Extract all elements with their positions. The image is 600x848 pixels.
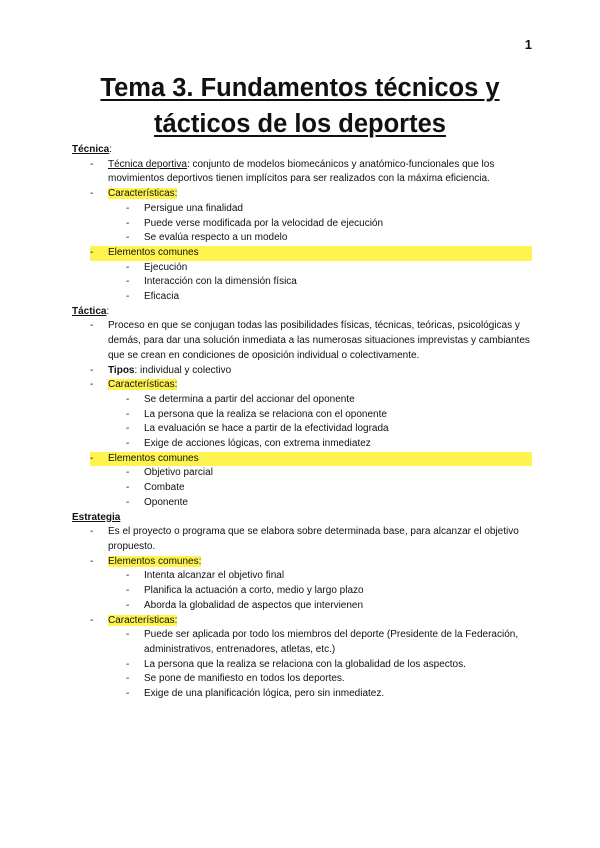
highlighted-label: Características: [108,188,178,200]
list-item: - Persigue una finalidad [126,202,243,214]
page-title [40,70,560,142]
list-item: - Tipos: individual y colectivo [90,364,232,376]
tipos-label: Tipos [108,364,135,376]
list-item: - Eficacia [126,291,180,303]
list-item: - Exige de una planificación lógica, pero sin inmediatez. [126,688,385,700]
section-heading-estrategia [72,511,532,526]
list-item [72,187,532,202]
highlighted-label: Características: [108,614,178,626]
heading-tactica: Táctica [72,305,107,317]
title-line-1: Tema 3. Fundamentos técnicos y [100,74,500,102]
page-number: 1 [524,37,532,52]
list-item: - La evaluación se hace a partir de la efectividad lograda [126,423,389,435]
list-item: - Aborda la globalidad de aspectos que intervienen [126,599,364,611]
list-item: - Elementos comunes: [90,555,202,567]
highlighted-label-block: - Elementos comunes [90,246,532,261]
list-item: - Ejecución [126,261,188,273]
list-item: - Se pone de manifiesto en todos los deportes. [126,673,345,685]
definition-text: : conjunto de modelos biomecánicos y anatómico-funcionales que los movimientos deportivos tienen implícitos para ser realizados con la máxima eficiencia. [108,158,495,185]
list-item: - Se determina a partir del accionar del oponente [126,393,355,405]
list-item: - Exige de acciones lógicas, con extrema inmediatez [126,438,371,450]
list-item: - Intenta alcanzar el objetivo final [126,570,285,582]
list-dash: - [90,188,94,200]
section-heading-tecnica: Técnica: [72,144,113,155]
highlighted-label: Características: [108,379,178,391]
list-item [72,452,532,467]
heading-estrategia: Estrategia [72,511,121,523]
highlighted-label-block: - Elementos comunes [90,452,532,467]
definition-text: Proceso en que se conjugan todas las posibilidades físicas, técnicas, teóricas, psicológicas y demás, para dar una solución inmediata a las numerosas situaciones imprevistas y cambiantes que se crean en condiciones de oposición individual o colectivamente. [108,320,530,361]
list-item: - Es el proyecto o programa que se elabora sobre determinada base, para alcanzar el objetivo propuesto. [90,526,519,552]
list-item: - Oponente [126,496,188,508]
list-item: - Proceso en que se conjugan todas las posibilidades físicas, técnicas, teóricas, psicológicas y demás, para dar una solución inmediata a las numerosas situaciones imprevistas y cambiantes que se crean en condiciones de oposición individual o colectivamente. [90,320,530,361]
highlighted-label: Elementos comunes: [108,555,202,567]
section-heading-tactica: Táctica: [72,305,110,317]
definition-term: Técnica deportiva [108,158,187,170]
list-item: - Se evalúa respecto a un modelo [126,232,288,244]
list-item: - Puede verse modificada por la velocidad de ejecución [126,217,384,229]
list-item: - La persona que la realiza se relaciona con la globalidad de los aspectos. [126,658,466,670]
list-dash: - [90,158,94,170]
title-line-2: tácticos de los deportes [154,110,446,138]
list-item: - Puede ser aplicada por todo los miembros del deporte (Presidente de la Federación, administrativos, entrenadores, atletas, etc.) [126,629,519,655]
list-item: - Planifica la actuación a corto, medio y largo plazo [126,585,364,597]
definition-text: Es el proyecto o programa que se elabora sobre determinada base, para alcanzar el objetivo propuesto. [108,526,519,552]
document-body [72,143,532,702]
list-item: - Características: [90,379,178,391]
heading-tecnica: Técnica [72,144,110,155]
list-item: - Interacción con la dimensión física [126,276,297,288]
list-item [72,158,532,187]
list-item: - La persona que la realiza se relaciona con el oponente [126,408,387,420]
list-item [72,246,532,261]
list-item: - Combate [126,482,185,494]
list-item: - Características: [90,614,178,626]
list-item: - Objetivo parcial [126,467,213,479]
